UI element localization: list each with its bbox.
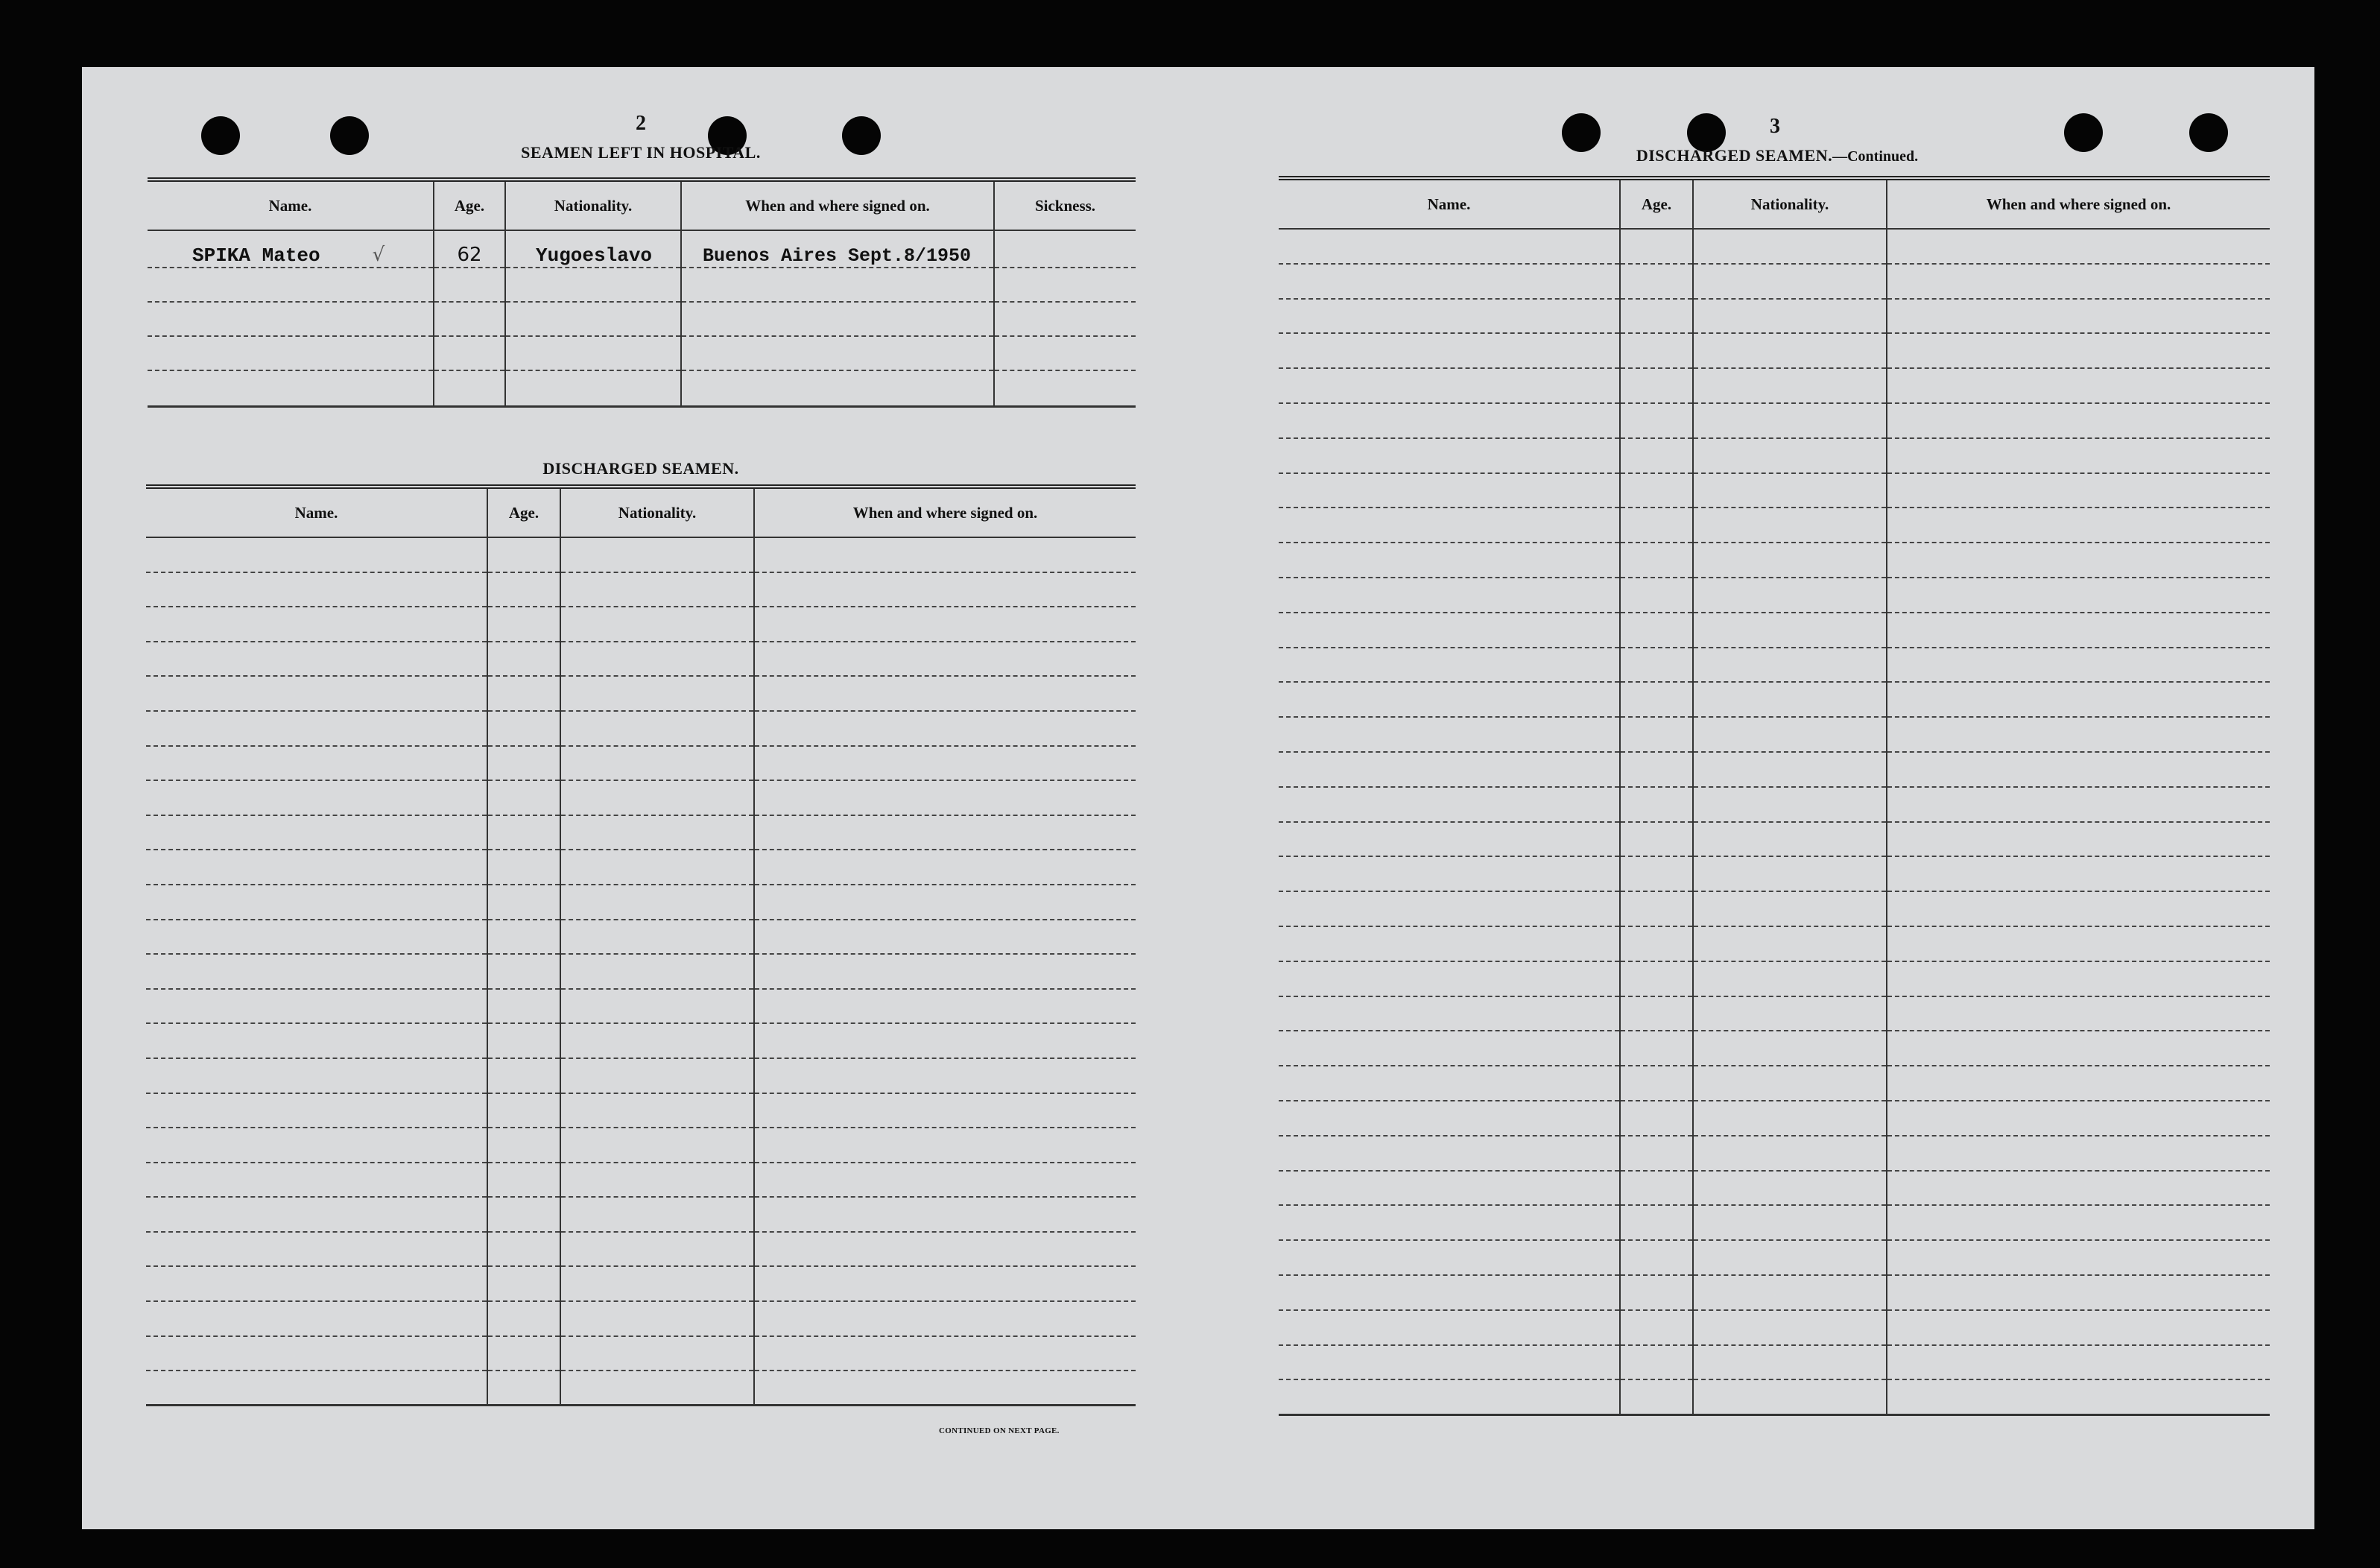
table-row	[1279, 508, 2270, 543]
table-row	[1279, 299, 2270, 334]
table-row	[146, 711, 1136, 746]
table-row	[146, 920, 1136, 955]
continued-note: CONTINUED ON NEXT PAGE.	[939, 1426, 1060, 1435]
table-row	[146, 1128, 1136, 1163]
table-row	[146, 885, 1136, 920]
table-row	[146, 1197, 1136, 1232]
entry-signed-on: Buenos Aires Sept.8/1950	[681, 230, 994, 268]
table-row	[146, 746, 1136, 781]
table-row	[1279, 229, 2270, 264]
col-header-nationality: Nationality.	[505, 180, 681, 230]
discharged-table-right	[1279, 176, 2270, 1416]
col-header-name: Name.	[1279, 178, 1620, 229]
punch-hole	[201, 116, 240, 155]
table-row	[146, 815, 1136, 850]
col-header-name: Name.	[146, 487, 487, 537]
table-row	[146, 1336, 1136, 1371]
page-number-right: 3	[1770, 115, 1780, 138]
punch-hole	[2064, 113, 2103, 152]
manifest-sheet	[82, 67, 2314, 1529]
table-row	[146, 1232, 1136, 1267]
check-mark: √	[372, 244, 385, 266]
table-row	[146, 1058, 1136, 1093]
entry-name: SPIKA Mateo	[192, 244, 320, 267]
page-number-left: 2	[636, 112, 646, 135]
table-row	[146, 642, 1136, 677]
table-row	[146, 537, 1136, 572]
col-header-name: Name.	[148, 180, 434, 230]
discharged-rows-right	[1279, 229, 2270, 1414]
punch-hole	[1562, 113, 1601, 152]
table-row	[1279, 1310, 2270, 1345]
table-row	[146, 1301, 1136, 1336]
table-row	[1279, 682, 2270, 717]
table-row	[148, 370, 1136, 406]
col-header-age: Age.	[487, 487, 560, 537]
col-header-age: Age.	[434, 180, 505, 230]
entry-age-value: 62	[457, 244, 482, 266]
table-row	[1279, 961, 2270, 996]
table-row	[1279, 1171, 2270, 1206]
punch-hole	[2189, 113, 2228, 152]
table-row	[148, 230, 1136, 268]
table-row	[1279, 613, 2270, 648]
discharged-header-row-right	[1279, 178, 2270, 229]
table-row	[1279, 368, 2270, 403]
col-header-nationality: Nationality.	[560, 487, 754, 537]
discharged-title-right	[1617, 146, 1937, 165]
entry-nationality: Yugoeslavo	[505, 230, 681, 268]
table-row	[1279, 473, 2270, 508]
table-row	[146, 850, 1136, 885]
punch-hole	[842, 116, 881, 155]
col-header-signed-on: When and where signed on.	[1887, 178, 2270, 229]
entry-name-cell	[148, 230, 434, 268]
col-header-age: Age.	[1620, 178, 1693, 229]
table-row	[146, 1023, 1136, 1058]
continued-suffix: —Continued.	[1832, 148, 1919, 165]
discharged-title-left: DISCHARGED SEAMEN.	[542, 459, 739, 478]
table-row	[1279, 996, 2270, 1031]
table-row	[1279, 752, 2270, 787]
col-header-signed-on: When and where signed on.	[681, 180, 994, 230]
table-row	[148, 268, 1136, 302]
table-row	[146, 1266, 1136, 1301]
table-row	[146, 780, 1136, 815]
table-row	[146, 1093, 1136, 1128]
table-row	[146, 1163, 1136, 1198]
entry-sickness	[994, 230, 1136, 268]
discharged-table-left	[146, 484, 1136, 1406]
entry-age	[434, 230, 505, 268]
table-row	[148, 336, 1136, 370]
punch-hole	[330, 116, 369, 155]
table-row	[1279, 1205, 2270, 1240]
table-row	[1279, 1136, 2270, 1171]
table-row	[1279, 891, 2270, 926]
table-row	[1279, 1240, 2270, 1275]
hospital-header-row	[148, 180, 1136, 230]
table-row	[1279, 787, 2270, 822]
table-row	[1279, 1101, 2270, 1136]
discharged-rows-left	[146, 537, 1136, 1406]
table-row	[1279, 403, 2270, 438]
table-row	[1279, 333, 2270, 368]
table-row	[146, 1371, 1136, 1406]
table-row	[146, 676, 1136, 711]
table-row	[1279, 1275, 2270, 1310]
table-row	[1279, 264, 2270, 299]
table-row	[1279, 717, 2270, 752]
table-row	[1279, 438, 2270, 473]
col-header-signed-on: When and where signed on.	[754, 487, 1136, 537]
hospital-table	[148, 177, 1136, 408]
table-row	[1279, 822, 2270, 857]
table-row	[146, 607, 1136, 642]
table-row	[1279, 1379, 2270, 1414]
col-header-nationality: Nationality.	[1693, 178, 1887, 229]
table-row	[146, 954, 1136, 989]
table-row	[1279, 578, 2270, 613]
table-row	[146, 989, 1136, 1024]
table-row	[1279, 1345, 2270, 1380]
hospital-title: SEAMEN LEFT IN HOSPITAL.	[521, 143, 761, 162]
discharged-title-right-text: DISCHARGED SEAMEN.	[1636, 146, 1833, 165]
discharged-header-row-left	[146, 487, 1136, 537]
table-row	[1279, 926, 2270, 961]
table-row	[1279, 1031, 2270, 1066]
col-header-sickness: Sickness.	[994, 180, 1136, 230]
table-row	[1279, 543, 2270, 578]
table-row	[148, 302, 1136, 336]
table-row	[1279, 648, 2270, 683]
table-row	[1279, 1066, 2270, 1101]
table-row	[1279, 856, 2270, 891]
table-row	[146, 572, 1136, 607]
